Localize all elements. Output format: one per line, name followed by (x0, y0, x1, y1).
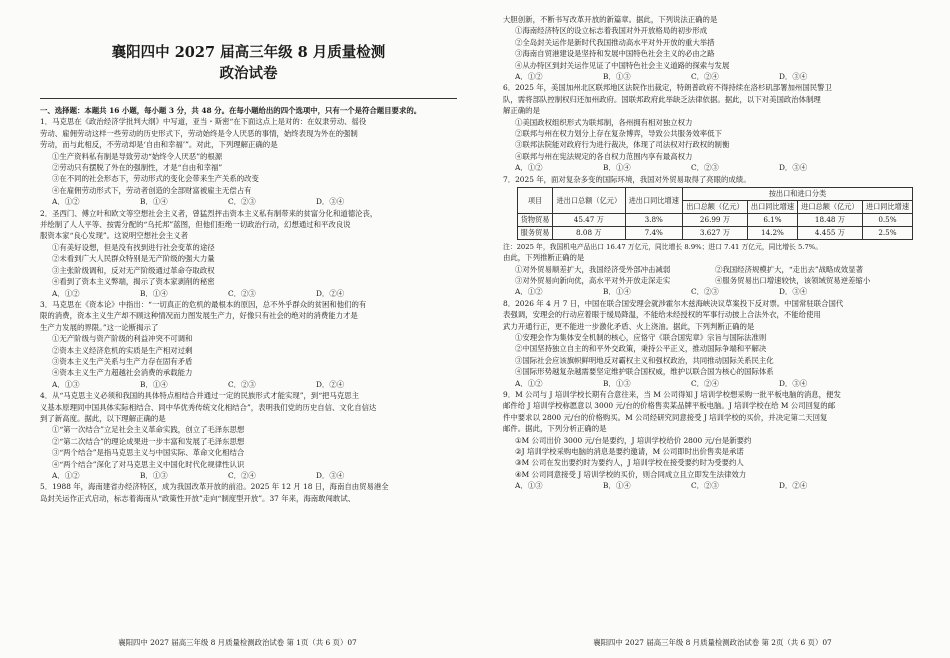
table-header: 出口总额（亿元） (682, 201, 747, 214)
statement: ③资本主义生产关系与生产力存在固有矛盾 (52, 356, 193, 366)
statement: ③对外贸易向新向优，高水平对外开放走深走实 (515, 275, 671, 285)
question-stem: 义基本原理同中国具体实际相结合、同中华优秀传统文化相结合”，表明我们党的历史自信、文化自信达 (40, 402, 377, 412)
question-7 (503, 174, 922, 298)
statement: ④看到了资本主义弊端，揭示了资本家剥削的秘密 (52, 277, 215, 287)
question-stem: 3．马克思在《资本论》中指出：“一切真正的危机的最根本的原因，总不外乎群众的贫困和他们的有 (40, 299, 367, 309)
exam-title: 襄阳四中 2027 届高三年级 8 月质量检测 (111, 44, 386, 61)
statement: ④在雇佣劳动形式下，劳动者创造的全部财富被雇主无偿占有 (52, 185, 252, 195)
statement: ①美国政权组织形式为联邦制，各州拥有相对独立权力 (515, 117, 693, 127)
statement: ②联邦与州在权力划分上存在复杂博弈，导致公共服务效率低下 (515, 129, 722, 139)
question-6 (503, 82, 922, 173)
statement: ②中国坚持独立自主的和平外交政策，秉持公平正义，推动国际争端和平解决 (515, 344, 767, 354)
statement: ①M 公司出价 3000 元/台是要约，J 培训学校给价 2800 元/台是新要约 (515, 435, 752, 445)
statement: ②资本主义经济危机的实质是生产相对过剩 (52, 345, 193, 355)
question-stem: 队，需将部队控制权归还加州政府。国联邦政府此举缺乏法律依据。据此，以下对美国政治体制理 (503, 94, 821, 104)
choice-c[interactable]: C．②③ (228, 379, 256, 389)
choice-c[interactable]: C．②③ (228, 197, 256, 207)
choice-a[interactable]: A．①② (52, 288, 80, 298)
choice-c[interactable]: C．②③ (228, 288, 256, 298)
statement: ③国际社会应该旗帜鲜明地反对霸权主义和强权政治，共同推动国际关系民主化 (515, 355, 774, 365)
choice-d[interactable]: D．②④ (316, 379, 345, 389)
table-header-row (518, 188, 913, 201)
question-stem: 武力开通行正，更不能进一步激化矛盾、火上浇油。据此，下列判断正确的是 (503, 321, 755, 331)
choice-c[interactable]: C．②④ (691, 72, 719, 82)
answer-choices (40, 288, 457, 299)
statement: ④国际形势越复杂越需要坚定维护联合国权威，维护以联合国为核心的国际体系 (515, 367, 774, 377)
choice-b[interactable]: B．①④ (140, 197, 168, 207)
question-stem: 2．圣西门、傅立叶和欧文等空想社会主义者，曾猛烈抨击资本主义私有制带来的贫富分化和道德沦丧， (40, 208, 378, 218)
question-2 (40, 208, 457, 299)
choice-d[interactable]: D．③④ (316, 197, 345, 207)
table-cell: 45.47 万 (553, 214, 625, 227)
question-stem: 解正确的是 (503, 106, 540, 116)
question-5 (40, 481, 457, 504)
answer-choices (503, 71, 922, 82)
answer-choices (40, 196, 457, 207)
choice-c[interactable]: C．②④ (228, 471, 256, 480)
question-stem: 岛封关运作正式启动，标志着海南从“政策性开放”走向“制度型开放”。37 年来，海南敢闯敢试、 (40, 493, 356, 503)
question-stem: 件中要求以 2800 元/台的价格购买。M 公司经研究同意接受 J 培训学校的买价，并决定第二天回复 (503, 412, 828, 422)
table-header: 进口总额（亿元） (797, 201, 862, 214)
table-cell: 3.8% (625, 214, 682, 227)
question-1 (40, 116, 457, 207)
statement: ③M 公司在发出要约时为要约人，J 培训学校在接受要约时为受要约人 (515, 458, 744, 468)
statement: ②未看到广大人民群众特别是无产阶级的强大力量 (52, 254, 215, 264)
statement: ④资本主义生产力超越社会消费的承载能力 (52, 368, 193, 378)
table-header: 进口同比增速 (862, 201, 912, 214)
table-row (518, 214, 913, 227)
question-8 (503, 298, 922, 389)
statement: ③在不同的社会形态下，劳动形式的变化会带来生产关系的改变 (52, 174, 259, 184)
trade-table (517, 187, 913, 240)
exam-subtitle: 政治试卷 (219, 65, 278, 82)
question-stem: 生产力发展的界限。”这一论断揭示了 (40, 322, 159, 332)
choice-c[interactable]: C．②③ (691, 481, 719, 491)
answer-choices (40, 470, 457, 481)
table-cell: 18.48 万 (797, 214, 862, 227)
question-stem: 大胆创新，不断书写改革开放的新篇章。据此，下列说法正确的是 (503, 15, 718, 24)
table-cell: 0.5% (862, 214, 912, 227)
table-header: 按出口和进口分类 (682, 188, 912, 201)
choice-b[interactable]: B．①④ (603, 481, 631, 491)
choice-b[interactable]: B．①④ (603, 287, 631, 297)
table-cell: 2.5% (862, 227, 912, 240)
choice-c[interactable]: C．②③ (691, 287, 719, 297)
choice-b[interactable]: B．①④ (140, 288, 168, 298)
table-cell: 3.627 万 (682, 227, 747, 240)
question-stem: 服资本家“良心发现”。这说明空想社会主义者 (40, 231, 188, 241)
question-stem: 8．2026 年 4 月 7 日，中国在联合国安理会就涉霍尔木兹海峡决议草案投下反对票。中国常驻联合国代 (503, 298, 844, 308)
statement: ①无产阶级与资产阶级的利益冲突不可调和 (52, 334, 193, 344)
answer-choices (503, 162, 922, 173)
page-footer: 襄阳四中 2027 届高三年级 8 月质量检测政治试卷 第 2页（共 6 页）07 (593, 637, 832, 647)
statement: ②“第二次结合”的理论成果进一步丰富和发展了毛泽东思想 (52, 436, 245, 446)
question-9 (503, 389, 922, 492)
question-stem: 劳动，而与此相反，不劳动却是‘自由和幸福’”。对此，下列理解正确的是 (40, 140, 278, 150)
statement: ①生产资料私有制是导致劳动“始终令人厌恶”的根源 (52, 151, 223, 161)
choice-b[interactable]: B．①④ (140, 379, 168, 389)
choice-c[interactable]: C．②③ (691, 163, 719, 173)
page-2 (475, 0, 950, 658)
choice-b[interactable]: B．①④ (603, 163, 631, 173)
question-stem: 邮件。据此，下列分析正确的是 (503, 424, 607, 434)
choice-b[interactable]: B．①③ (603, 378, 631, 388)
statement: ②J 培训学校采购电脑的消息是要约邀请，M 公司即时出价售卖是承诺 (515, 447, 744, 456)
answer-choices (503, 378, 922, 389)
choice-d[interactable]: D．③④ (779, 72, 808, 82)
choice-a[interactable]: A．①② (515, 378, 543, 388)
choice-b[interactable]: B．①③ (140, 471, 168, 480)
question-stem: 1．马克思在《政治经济学批判大纲》中写道，亚当・斯密“在下面这点上是对的：在奴隶劳动、徭役 (40, 117, 367, 127)
choice-d[interactable]: D．③④ (316, 471, 345, 480)
choice-a[interactable]: A．①② (515, 163, 543, 173)
question-stem: 到了新高度。据此，以下理解正确的是 (40, 413, 166, 423)
answer-choices (503, 480, 922, 491)
choice-d[interactable]: D．②④ (316, 288, 345, 298)
table-cell: 7.4% (625, 227, 682, 240)
statement: ④从办特区到封关运作见证了中国特色社会主义道路的探索与发展 (515, 60, 730, 70)
choice-a[interactable]: A．①② (515, 287, 543, 297)
choice-a[interactable]: A．①② (52, 197, 80, 207)
choice-a[interactable]: A．①② (515, 72, 543, 82)
table-header: 进出口总额（亿元） (553, 188, 625, 214)
question-stem: 劳动、雇佣劳动这样一些劳动的历史形式下，劳动始终是令人厌恶的事情，始终表现为外在的强制 (40, 128, 358, 138)
question-4 (40, 390, 457, 481)
question-stem: 7．2025 年，面对复杂多变的国际环境，我国对外贸易取得了亮眼的成绩。 (503, 174, 751, 184)
table-header: 进出口同比增速 (625, 188, 682, 214)
table-cell: 6.1% (747, 214, 797, 227)
page-footer: 襄阳四中 2027 届高三年级 8 月质量检测政治试卷 第 1页（共 6 页）07 (118, 637, 357, 647)
statement: ①海南经济特区的设立标志着我国对外开放格局的初步形成 (515, 26, 708, 36)
choice-d[interactable]: D．③④ (779, 287, 808, 297)
choice-c[interactable]: C．②④ (691, 378, 719, 388)
table-cell: 货物贸易 (518, 214, 553, 227)
choice-d[interactable]: D．③④ (779, 163, 808, 173)
answer-choices (40, 379, 457, 390)
table-header: 项目 (518, 188, 553, 214)
question-stem: 限的消费，资本主义生产却不顾这种情况而力图发展生产力，好像只有社会的绝对的消费能力才是 (40, 311, 358, 321)
choice-a[interactable]: A．①③ (515, 481, 543, 491)
statement: ④M 公司同意接受 J 培训学校的买价，则合同成立且立即发生法律效力 (515, 469, 747, 479)
table-header: 出口同比增速 (747, 201, 797, 214)
answer-choices (503, 286, 922, 297)
question-stem: 4．从“马克思主义必须和我国的具体特点相结合并通过一定的民族形式才能实现”，到“把马克思主 (40, 391, 360, 401)
table-row (518, 227, 913, 240)
statement: ④服务贸易出口增速较快，该领域贸易逆差缩小 (715, 275, 871, 285)
statement-pair (503, 275, 922, 286)
statement: ①“第一次结合”立足社会主义革命实践，创立了毛泽东思想 (52, 425, 245, 435)
question-5-continued (503, 14, 922, 82)
statement: ③联邦法院能对政府行为进行裁决，体现了司法权对行政权的制衡 (515, 140, 730, 150)
choice-d[interactable]: D．②④ (779, 481, 808, 491)
table-cell: 14.2% (747, 227, 797, 240)
statement: ④联邦与州在宪法规定的各自权力范围内享有最高权力 (515, 151, 693, 161)
statement: ③主张阶级调和，反对无产阶级通过革命夺取政权 (52, 265, 215, 275)
section-heading: 一、选择题：本题共 16 小题，每小题 3 分，共 48 分。在每小题给出的四个选项中，只有一个是符合题目要求的。 (40, 106, 422, 115)
question-3 (40, 299, 457, 390)
choice-b[interactable]: B．①③ (603, 72, 631, 82)
question-stem: 6．2025 年，美国加州北区联邦地区法院作出裁定，特朗普政府不得持续在洛杉矶部署加州国民警卫 (503, 83, 832, 93)
table-cell: 4.455 万 (797, 227, 862, 240)
statement: ④“两个结合”深化了对马克思主义中国化时代化规律性认识 (52, 459, 245, 469)
statement: ②全岛封关运作是新时代我国推动高水平对外开放的重大举措 (515, 37, 715, 47)
choice-a[interactable]: A．①② (52, 471, 80, 480)
table-note: 注：2025 年，我国机电产品出口 16.47 万亿元，同比增长 8.9%；进口 7.41 万亿元，同比增长 5.7%。 (503, 243, 823, 252)
statement: ①对外贸易顺差扩大，我国经济受外部冲击减弱 (515, 264, 671, 274)
statement: ③“两个结合”是指马克思主义与中国实际、革命文化相结合 (52, 448, 245, 458)
statement-pair (503, 264, 922, 275)
statement: ②我国经济规模扩大，“走出去”战略成效显著 (715, 264, 863, 274)
question-stem: 并绘制了人人平等、按需分配的“乌托邦”蓝图，但他们拒绝一切政治行动，幻想通过和平改良说 (40, 220, 351, 230)
question-stem: 9．M 公司与 J 培训学校长期有合意往来，当 M 公司得知 J 培训学校想采购一批平板电脑的消息，便发 (503, 389, 841, 399)
question-stem: 5．1988 年，海南建省办经济特区，成为我国改革开放的前沿。2025 年 12 月 18 日，海南自由贸易港全 (40, 482, 389, 492)
statement: ③海南自贸港建设是坚持和发展中国特色社会主义的必由之路 (515, 49, 715, 59)
table-cell: 26.99 万 (682, 214, 747, 227)
statement: ②劳动只有摆脱了外在的强制性，才是“自由和幸福” (52, 163, 223, 173)
choice-d[interactable]: D．③④ (779, 378, 808, 388)
statement: ①安理会作为集体安全机制的核心，应恪守《联合国宪章》宗旨与国际法准则 (515, 332, 767, 342)
choice-a[interactable]: A．①③ (52, 379, 80, 389)
question-stem: 邮件给 J 培训学校称愿意以 3000 元/台的价格售卖某品牌平板电脑。J 培训学校在给 M 公司回复的邮 (503, 401, 836, 411)
question-stem: 由此，下列推断正确的是 (503, 253, 585, 263)
question-stem: 表强调，安理会的行动应着眼于缓局降温，不能给未经授权的军事行动披上合法外衣，不能给使用 (503, 310, 821, 320)
header-divider (40, 98, 457, 99)
statement: ①有美好设想，但是没有找到进行社会变革的途径 (52, 242, 215, 252)
table-cell: 服务贸易 (518, 227, 553, 240)
table-cell: 8.08 万 (553, 227, 625, 240)
